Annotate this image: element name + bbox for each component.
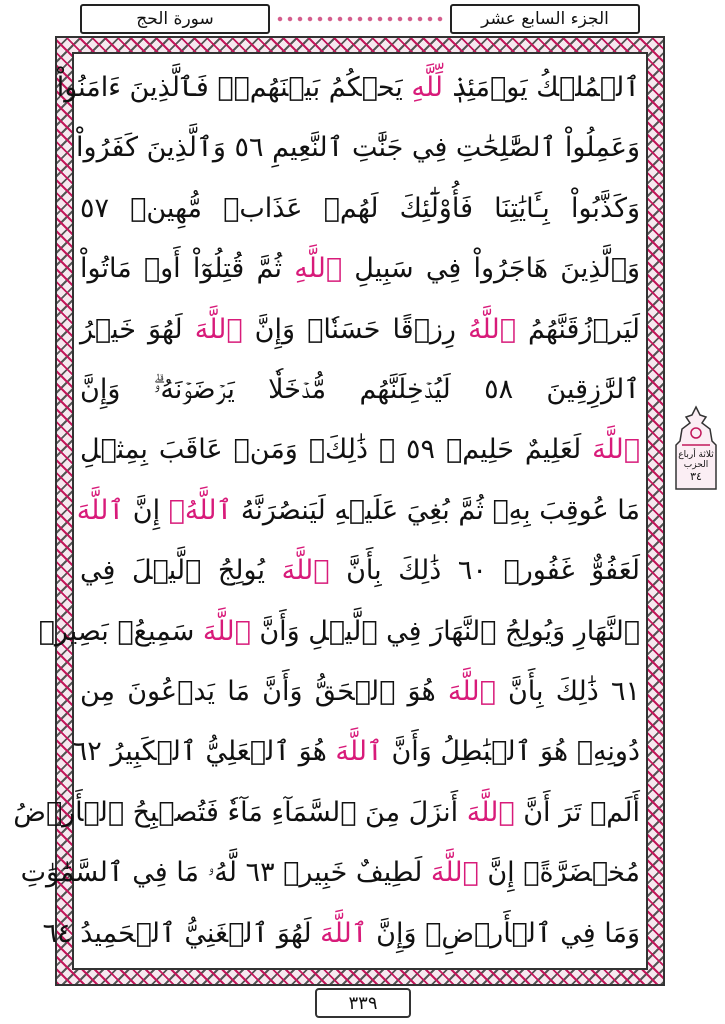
divine-name-highlight: لِّلَّهِ [411,72,443,103]
verse-line [76,481,640,541]
verse-line [80,300,640,360]
verse-text: سَمِيعُۢ بَصِيرٞ [38,615,203,647]
surah-title-text: سورة الحج [136,9,214,29]
verse-text: وَعَمِلُواْ ٱلصَّٰلِحَٰتِ فِي جَنَّٰتِ ٱلنَّعِيمِ ٥٦ وَٱلَّذِينَ كَفَرُواْ [76,132,640,164]
verse-text: لَطِيفٌ خَبِيرٞ ٦٣ لَّهُۥ مَا فِي ٱلسَّمَٰوَٰتِ [20,857,431,889]
verse-text: ٱلنَّهَارِ وَيُولِجُ ٱلنَّهَارَ فِي ٱلَّيۡلِ وَأَنَّ [250,615,640,647]
verse-lines [13,58,641,964]
juz-title-text: الجزء السابع عشر [481,9,609,29]
verse-text: أَنزَلَ مِنَ ٱلسَّمَآءِ مَآءٗ فَتُصۡبِحُ ٱلۡأَرۡضُ [13,796,467,828]
divine-name-highlight: ٱللَّهِ [294,253,343,285]
verse-line [20,843,640,903]
divine-name-highlight: ٱللَّهَ [466,796,515,828]
divine-name-highlight: ٱللَّهَ [335,736,383,768]
divine-name-highlight: ٱللَّهَ [320,917,368,949]
verse-text: وَمَا فِي ٱلۡأَرۡضِۚ وَإِنَّ [367,917,640,949]
verse-text: يُولِجُ ٱلَّيۡلَ فِي [80,555,282,587]
verse-text: لَعَلِيمٌ حَلِيمٞ ٥٩ ۞ ذَٰلِكَۖ وَمَنۡ عَاقَبَ بِمِثۡلِ [80,434,593,466]
verse-line [76,118,640,178]
divine-name-highlight: ٱللَّهَ [76,494,125,526]
hizb-number: ٣٤ [690,470,702,483]
verse-line [38,602,640,662]
juz-title [450,4,640,34]
divine-name-highlight: ٱللَّهَ [194,313,243,345]
verse-text: لَهُوَ ٱلۡغَنِيُّ ٱلۡحَمِيدُ ٦٤ [42,917,321,949]
verse-text: ثُمَّ قُتِلُوٓاْ أَوۡ مَاتُواْ [80,253,295,285]
page-number-text: ٣٣٩ [348,992,378,1014]
divine-name-highlight: ٱللَّهَ [447,676,496,707]
verse-text: أَلَمۡ تَرَ أَنَّ [514,796,640,828]
verse-line [80,662,640,722]
verse-line [80,179,640,239]
divine-name-highlight: ٱللَّهَ [202,615,251,647]
divine-name-highlight: ٱللَّهَ [592,434,640,466]
verse-text: دُونِهِۦ هُوَ ٱلۡبَٰطِلُ وَأَنَّ [382,736,640,768]
verse-text: لَعَفُوٌّ غَفُورٞ ٦٠ ذَٰلِكَ بِأَنَّ [329,555,640,587]
verse-text: ٱلۡمُلۡكُ يَوۡمَئِذٖ [442,72,640,103]
verse-text: رِزۡقًا حَسَنٗاۚ وَإِنَّ [242,313,469,345]
hizb-label: ثلاثة أرباع الحزب [678,450,714,470]
verse-text: وَٱلَّذِينَ هَاجَرُواْ فِي سَبِيلِ [342,253,640,285]
divine-name-highlight: ٱللَّهَ [281,555,330,587]
verse-line [80,420,640,480]
divine-name-highlight: ٱللَّهُ [468,313,516,345]
verse-text: إِنَّ [124,494,169,526]
verse-text: مَا عُوقِبَ بِهِۦ ثُمَّ بُغِيَ عَلَيۡهِ لَيَنصُرَنَّهُ [232,494,640,526]
verse-text: مُخۡضَرَّةًۚ إِنَّ [478,857,640,889]
verse-text: لَيَرۡزُقَنَّهُمُ [515,313,640,345]
verse-line [56,58,640,118]
verse-line [80,360,640,420]
page-number [315,988,411,1018]
verse-text: ٦١ ذَٰلِكَ بِأَنَّ [495,676,641,707]
divine-name-highlight: ٱللَّهُۚ [168,494,233,526]
verse-line [80,239,640,299]
header-ornament [275,12,445,26]
verse-line [13,783,640,843]
verse-line [42,904,640,964]
verse-text: لَهُوَ خَيۡرُ [80,313,195,345]
verse-text: يَحۡكُمُ بَيۡنَهُمۡۚ فَٱلَّذِينَ ءَامَنُواْ [56,72,412,103]
surah-title [80,4,270,34]
divine-name-highlight: ٱللَّهَ [430,857,479,889]
verse-line [72,722,640,782]
verse-text: وَكَذَّبُواْ بِـَٔايَٰتِنَا فَأُوْلَٰٓئِكَ لَهُمۡ عَذَابٞ مُّهِينٞ ٥٧ [80,192,640,224]
verse-line [80,541,640,601]
verse-text: هُوَ ٱلۡعَلِيُّ ٱلۡكَبِيرُ ٦٢ [72,736,336,768]
verse-text: هُوَ ٱلۡحَقُّ وَأَنَّ مَا يَدۡعُونَ مِن [80,676,448,707]
verse-text: ٱلرَّٰزِقِينَ ٥٨ لَيُدۡخِلَنَّهُم مُّدۡخَلٗا يَرۡضَوۡنَهُۥۗ وَإِنَّ [80,374,640,405]
